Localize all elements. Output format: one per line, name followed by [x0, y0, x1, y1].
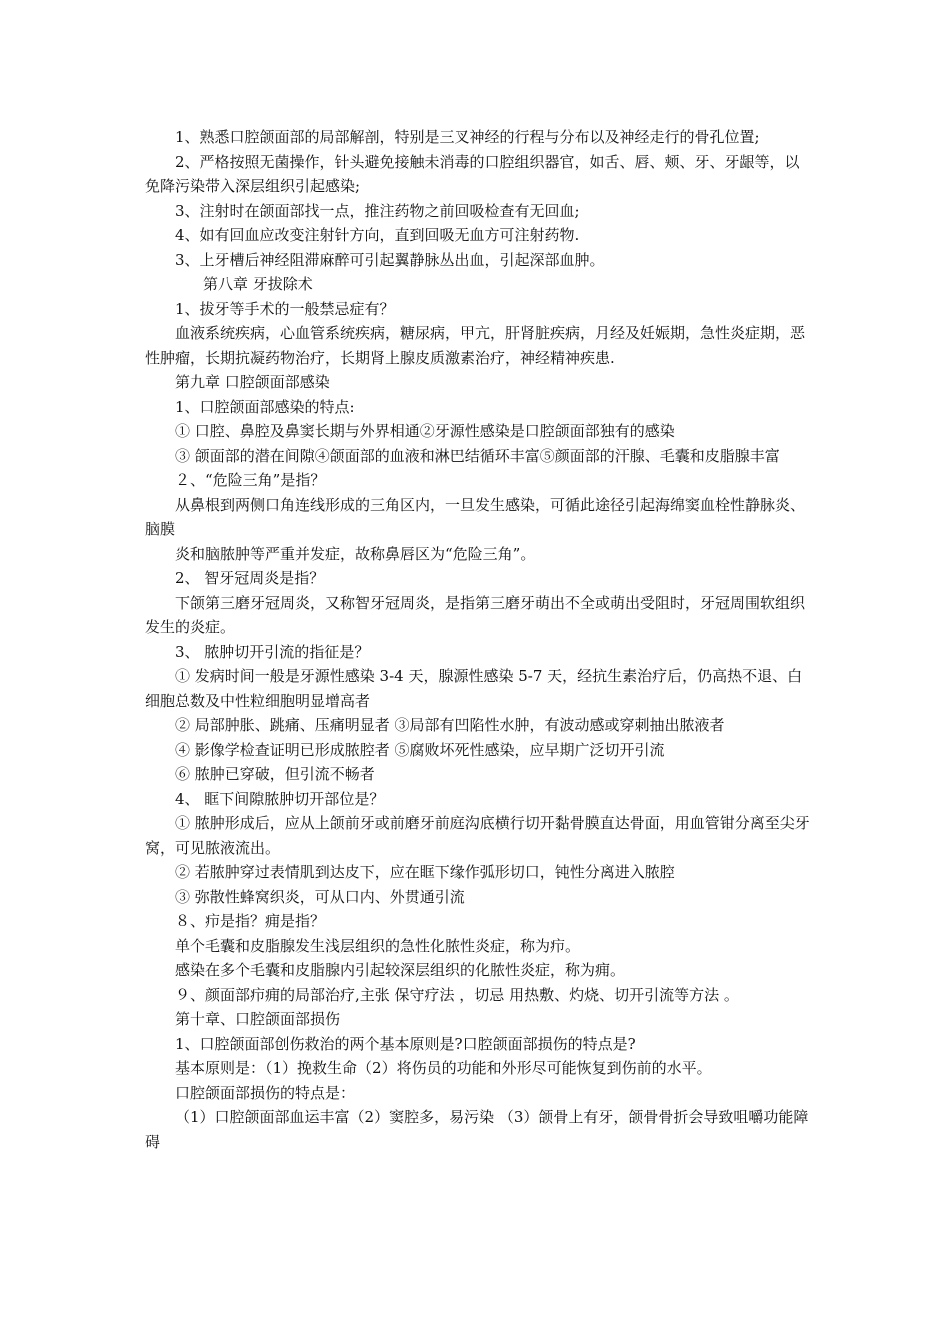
paragraph: ② 若脓肿穿过表情肌到达皮下，应在眶下缘作弧形切口，钝性分离进入脓腔	[175, 863, 675, 881]
paragraph: 2、严格按照无菌操作，针头避免接触未消毒的口腔组织器官，如舌、唇、颊、牙、牙龈等，以免降污染带入深层组织引起感染;	[145, 152, 800, 195]
paragraph: 下颌第三磨牙冠周炎，又称智牙冠周炎，是指第三磨牙萌出不全或萌出受阻时，牙冠周围软组织发生的炎症。	[145, 593, 806, 636]
paragraph: ① 口腔、鼻腔及鼻窦长期与外界相通②牙源性感染是口腔颌面部独有的感染	[175, 422, 675, 440]
paragraph: 1、熟悉口腔颌面部的局部解剖，特别是三叉神经的行程与分布以及神经走行的骨孔位置;	[175, 128, 760, 146]
paragraph: 炎和脑脓肿等严重并发症，故称鼻唇区为“危险三角”。	[175, 544, 536, 563]
paragraph: 1、口腔颌面部感染的特点:	[175, 397, 355, 416]
paragraph: 第十章、口腔颌面部损伤	[175, 1010, 341, 1028]
paragraph: ⑥ 脓肿已穿破，但引流不畅者	[175, 765, 375, 783]
paragraph: ２、“危险三角”是指？	[175, 471, 326, 489]
paragraph: ① 脓肿形成后，应从上颌前牙或前磨牙前庭沟底横行切开黏骨膜直达骨面，用血管钳分离至尖牙窝，可见脓液流出。	[145, 814, 810, 857]
paragraph: ④ 影像学检查证明已形成脓腔者 ⑤腐败坏死性感染，应早期广泛切开引流	[175, 740, 665, 759]
paragraph: 3、注射时在颌面部找一点，推注药物之前回吸检查有无回血;	[175, 201, 580, 220]
paragraph: 单个毛囊和皮脂腺发生浅层组织的急性化脓性炎症，称为疖。	[175, 936, 581, 955]
paragraph: 2、 智牙冠周炎是指？	[175, 569, 325, 587]
paragraph: 基本原则是：（1）挽救生命（2）将伤员的功能和外形尽可能恢复到伤前的水平。	[175, 1059, 712, 1077]
paragraph: 第八章 牙拔除术	[203, 275, 313, 293]
paragraph: 3、上牙槽后神经阻滞麻醉可引起翼静脉丛出血，引起深部血肿。	[175, 250, 605, 269]
paragraph: ① 发病时间一般是牙源性感染 3-4 天，腺源性感染 5-7 天，经抗生素治疗后，仍高热不退、白细胞总数及中性粒细胞明显增高者	[145, 667, 803, 710]
paragraph: 4、如有回血应改变注射针方向，直到回吸无血方可注射药物.	[175, 226, 580, 244]
paragraph: 第九章 口腔颌面部感染	[175, 373, 330, 391]
paragraph: 4、 眶下间隙脓肿切开部位是？	[175, 789, 385, 808]
paragraph: 口腔颌面部损伤的特点是：	[175, 1083, 356, 1102]
paragraph: 从鼻根到两侧口角连线形成的三角区内，一旦发生感染，可循此途径引起海绵窦血栓性静脉炎、脑膜	[145, 495, 806, 538]
paragraph: （1）口腔颌面部血运丰富（2）窦腔多，易污染 （3）颌骨上有牙，颌骨骨折会导致咀嚼功能障碍	[145, 1108, 809, 1151]
paragraph: ② 局部肿胀、跳痛、压痛明显者 ③局部有凹陷性水肿，有波动感或穿刺抽出脓液者	[175, 716, 725, 734]
paragraph: 3、 脓肿切开引流的指征是？	[175, 642, 370, 661]
paragraph: 1、拔牙等手术的一般禁忌症有？	[175, 299, 395, 318]
document-body	[145, 125, 810, 1154]
paragraph: 血液系统疾病，心血管系统疾病，糖尿病，甲亢，肝肾脏疾病，月经及妊娠期，急性炎症期，恶性肿瘤，长期抗凝药物治疗，长期肾上腺皮质激素治疗，神经精神疾患.	[145, 324, 806, 367]
paragraph: ③ 弥散性蜂窝织炎，可从口内、外贯通引流	[175, 887, 465, 906]
paragraph: ９、颜面部疖痈的局部治疗,主张 保守疗法 ，切忌 用热敷、灼烧、切开引流等方法 。	[175, 985, 739, 1004]
paragraph: ③ 颌面部的潜在间隙④颌面部的血液和淋巴结循环丰富⑤颜面部的汗腺、毛囊和皮脂腺丰富	[175, 446, 780, 465]
paragraph: 感染在多个毛囊和皮脂腺内引起较深层组织的化脓性炎症，称为痈。	[175, 961, 626, 979]
paragraph: ８、疖是指？痈是指？	[175, 912, 326, 930]
paragraph: 1、口腔颌面部创伤救治的两个基本原则是?口腔颌面部损伤的特点是?	[175, 1034, 636, 1053]
